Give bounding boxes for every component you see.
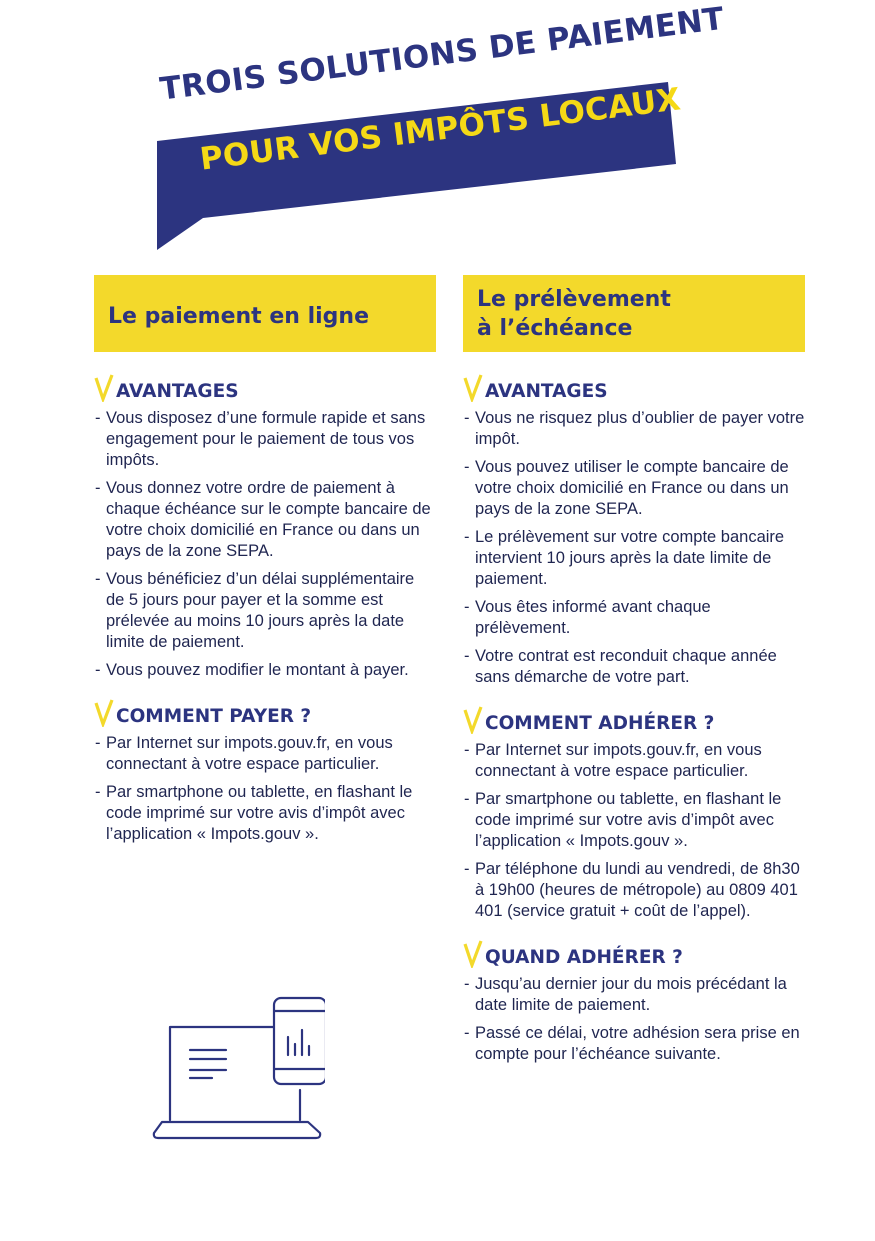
list-item: - Vous êtes informé avant chaque prélèvement. xyxy=(463,597,805,639)
bullet-list xyxy=(463,740,805,922)
list-item: - Par téléphone du lundi au vendredi, de 8h30 à 19h00 (heures de métropole) au 0809 401 401 (service gratuit + coût de l’appel). xyxy=(463,859,805,922)
section-title: AVANTAGES xyxy=(485,381,608,402)
list-item: - Le prélèvement sur votre compte bancaire intervient 10 jours après la date limite de paiement. xyxy=(463,527,805,590)
check-icon xyxy=(94,374,114,402)
bullet-list xyxy=(463,974,805,1065)
page-title: TROIS SOLUTIONS DE PAIEMENT xyxy=(158,0,727,108)
list-item: - Vous pouvez utiliser le compte bancaire de votre choix domicilié en France ou dans un pays de la zone SEPA. xyxy=(463,457,805,520)
column-heading: Le prélèvement à l’échéance xyxy=(463,275,805,352)
section-title: QUAND ADHÉRER ? xyxy=(485,947,683,968)
check-icon xyxy=(94,699,114,727)
section-comment-payer xyxy=(94,697,436,845)
bullet-list xyxy=(94,733,436,845)
list-item: - Par Internet sur impots.gouv.fr, en vous connectant à votre espace particulier. xyxy=(94,733,436,775)
bullet-list xyxy=(94,408,436,681)
list-item: - Par smartphone ou tablette, en flashant le code imprimé sur votre avis d’impôt avec l’application « Impots.gouv ». xyxy=(94,782,436,845)
list-item: - Vous pouvez modifier le montant à payer. xyxy=(94,660,436,681)
section-title: COMMENT ADHÉRER ? xyxy=(485,713,715,734)
column-heading: Le paiement en ligne xyxy=(94,275,436,352)
column-direct-debit xyxy=(463,275,805,1072)
list-item: - Par smartphone ou tablette, en flashant le code imprimé sur votre avis d’impôt avec l’application « Impots.gouv ». xyxy=(463,789,805,852)
section-avantages xyxy=(94,372,436,681)
check-icon xyxy=(463,706,483,734)
section-title: COMMENT PAYER ? xyxy=(116,706,312,727)
laptop-and-smartphone-icon xyxy=(150,995,325,1145)
list-item: - Votre contrat est reconduit chaque année sans démarche de votre part. xyxy=(463,646,805,688)
list-item: - Jusqu’au dernier jour du mois précédant la date limite de paiement. xyxy=(463,974,805,1016)
list-item: - Vous ne risquez plus d’oublier de payer votre impôt. xyxy=(463,408,805,450)
check-icon xyxy=(463,940,483,968)
section-avantages xyxy=(463,372,805,688)
list-item: - Par Internet sur impots.gouv.fr, en vous connectant à votre espace particulier. xyxy=(463,740,805,782)
column-online-payment xyxy=(94,275,436,852)
page-subtitle: POUR VOS IMPÔTS LOCAUX xyxy=(198,81,683,178)
section-comment-adherer xyxy=(463,704,805,922)
list-item: - Vous donnez votre ordre de paiement à chaque échéance sur le compte bancaire de votre choix domicilié en France ou dans un pays de la zone SEPA. xyxy=(94,478,436,562)
list-item: - Passé ce délai, votre adhésion sera prise en compte pour l’échéance suivante. xyxy=(463,1023,805,1065)
section-title: AVANTAGES xyxy=(116,381,239,402)
check-icon xyxy=(463,374,483,402)
list-item: - Vous disposez d’une formule rapide et sans engagement pour le paiement de tous vos impôts. xyxy=(94,408,436,471)
section-quand-adherer xyxy=(463,938,805,1065)
list-item: - Vous bénéficiez d’un délai supplémentaire de 5 jours pour payer et la somme est prélevée au moins 10 jours après la date limite de paiement. xyxy=(94,569,436,653)
bullet-list xyxy=(463,408,805,688)
